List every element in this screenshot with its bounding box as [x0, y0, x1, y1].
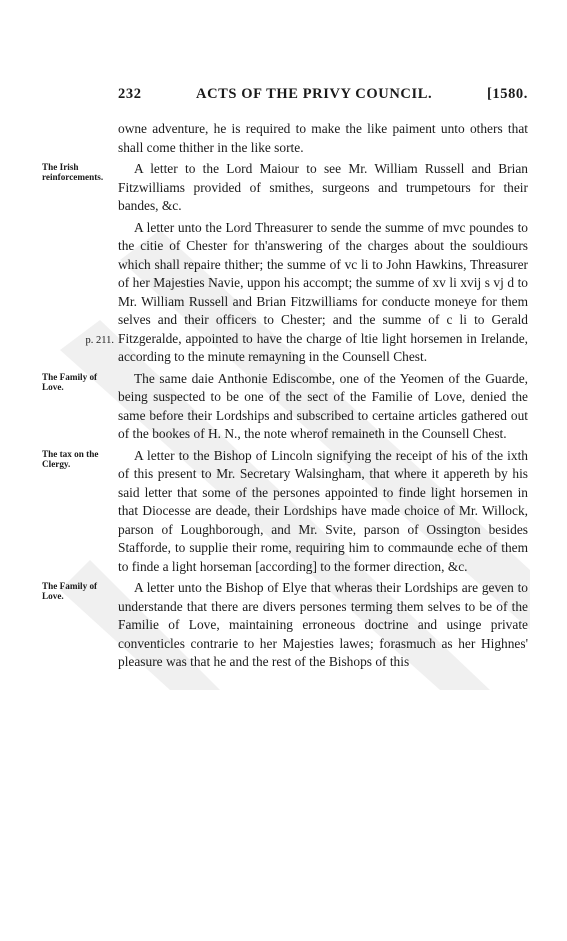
- page-number: 232: [118, 86, 142, 102]
- paragraph-family-of-love-1: [42, 370, 528, 444]
- page-header: [118, 86, 528, 110]
- page-body: [42, 120, 528, 672]
- paragraph-continuation: [118, 120, 528, 157]
- side-note: The tax on the Clergy.: [42, 448, 99, 469]
- paragraph-tax-on-clergy: [42, 447, 528, 577]
- side-note: The Family of Love.: [42, 371, 98, 392]
- paragraph-text: A letter to the Bishop of Lincoln signifying the receipt of his of the ixth of this present to Mr. Secretary Walsingham, that where it appereth by his said letter that some of the persones appointed to finde light horsemen in that Diocesse are deade, their Lordships have made choice of Mr. Willock, parson of Loughborough, and Mr. Svite, parson of Ossington besides Stafforde, to supplie their rome, requiring him to commaunde eche of them to finde a light horseman [according] to the former direction, &c.: [118, 447, 528, 574]
- paragraph-irish-reinforcements: [42, 160, 528, 216]
- paragraph-text: A letter to the Lord Maiour to see Mr. William Russell and Brian Fitzwilliams provided of smithes, surgeons and trumpetours for their bandes, &c.: [118, 161, 528, 213]
- paragraph-text: The same daie Anthonie Ediscombe, one of the Yeomen of the Guarde, being suspected to be one of the sect of the Familie of Love, denied the same before their Lordships and subscribed to certaine articles gathered out of the bookes of H. N., the note wherof remaineth in the Counsell Chest.: [118, 370, 528, 441]
- side-note: The Family of Love.: [42, 581, 98, 601]
- paragraph-lord-treasurer: [85, 219, 528, 367]
- paragraph-family-of-love-2: [42, 579, 528, 672]
- side-note: The Irish reinforcements.: [42, 162, 104, 182]
- running-year: [1580.: [486, 86, 528, 102]
- running-title: ACTS OF THE PRIVY COUNCIL.: [196, 86, 433, 102]
- paragraph-text: owne adventure, he is required to make the like paiment unto others that shall come thither in the like sorte.: [118, 121, 528, 155]
- paragraph-text: A letter unto the Lord Threasurer to sende the summe of mvc poundes to the citie of Chester for th'answering of the charges about the souldiours which shall repaire thither; the summe of vc li to John Hawkins, Threasurer of her Majesties Navie, uppon his accompt; the summe of xv li xvij s vj d to Mr. William Russell and Brian Fitzwilliams for conducte moneye for them selves and their officers to Chester; and the summe of c li to Gerald Fitzgeralde, appointed to have the charge of ltie light horsemen in Irelande, according to the minute remayning in the Counsell Chest.: [118, 219, 528, 364]
- page-marker: p. 211.: [85, 334, 114, 346]
- paragraph-text: A letter unto the Bishop of Elye that wheras their Lordships are geven to understande that there are divers persones terming them selves to be of the Familie of Love, maintaining erroneous doctrine and usinge private conventicles contrarie to her Majesties lawes; forasmuch as her Highnes' pleasure was that he and the rest of the Bishops of this: [118, 580, 528, 669]
